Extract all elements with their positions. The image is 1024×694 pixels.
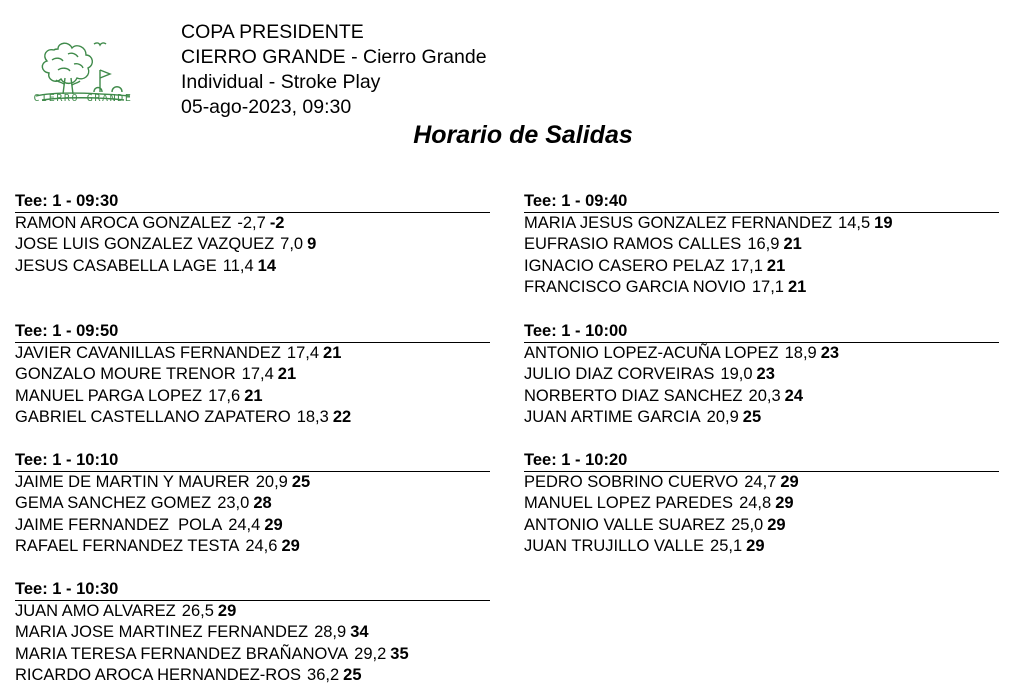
tee-group xyxy=(15,322,490,428)
player-handicap: 26,5 xyxy=(181,602,214,620)
player-name: RICARDO AROCA HERNANDEZ-ROS xyxy=(15,665,302,684)
player-handicap: 14,5 xyxy=(838,214,871,232)
player-handicap: 17,4 xyxy=(241,365,274,384)
player-strokes: 21 xyxy=(788,277,807,296)
player-name: JUAN AMO ALVAREZ xyxy=(15,602,176,620)
tee-group-header: Tee: 1 - 09:50 xyxy=(15,322,490,343)
player-name: MANUEL LOPEZ PAREDES xyxy=(524,494,734,513)
club-logo-text: CIERRO GRANDE xyxy=(33,93,133,104)
player-strokes: 29 xyxy=(281,536,300,555)
player-strokes: 9 xyxy=(307,235,317,254)
player-row xyxy=(15,343,490,364)
player-handicap: 17,1 xyxy=(730,256,763,275)
player-strokes: 25 xyxy=(343,665,362,684)
player-handicap: 18,9 xyxy=(784,344,817,362)
competition-name: COPA PRESIDENTE xyxy=(181,21,364,43)
player-strokes: 29 xyxy=(264,515,283,534)
player-handicap: 36,2 xyxy=(307,665,340,684)
player-strokes: 35 xyxy=(390,644,409,663)
player-name: FRANCISCO GARCIA NOVIO xyxy=(524,277,746,296)
player-name: IGNACIO CASERO PELAZ xyxy=(524,256,725,275)
player-strokes: 29 xyxy=(775,494,794,513)
player-name: JULIO DIAZ CORVEIRAS xyxy=(524,365,715,384)
player-strokes: 29 xyxy=(746,536,765,555)
player-row xyxy=(15,536,490,557)
player-name: NORBERTO DIAZ SANCHEZ xyxy=(524,386,743,405)
player-handicap: 28,9 xyxy=(314,623,347,642)
player-handicap: 25,0 xyxy=(731,515,764,534)
player-name: ANTONIO LOPEZ-ACUÑA LOPEZ xyxy=(524,344,779,362)
player-strokes: 24 xyxy=(784,386,803,405)
player-handicap: 17,1 xyxy=(751,277,784,296)
player-strokes: 22 xyxy=(332,407,352,426)
tee-group xyxy=(15,580,490,686)
player-row xyxy=(15,213,490,234)
player-row xyxy=(524,515,999,536)
player-strokes: 29 xyxy=(767,515,786,534)
tee-group-header: Tee: 1 - 10:00 xyxy=(524,322,999,343)
player-row xyxy=(524,364,999,385)
player-row xyxy=(524,536,999,557)
player-row xyxy=(15,601,490,622)
player-handicap: 19,0 xyxy=(720,365,753,384)
player-handicap: 24,7 xyxy=(744,473,777,491)
player-handicap: 24,4 xyxy=(228,515,261,534)
player-name: JAVIER CAVANILLAS FERNANDEZ xyxy=(15,344,281,362)
tee-group xyxy=(524,322,999,428)
player-row xyxy=(524,343,999,364)
player-handicap: -2,7 xyxy=(237,214,266,232)
player-name: EUFRASIO RAMOS CALLES xyxy=(524,235,742,254)
player-handicap: 20,9 xyxy=(255,473,288,491)
player-strokes: 21 xyxy=(323,344,342,362)
player-row xyxy=(15,622,490,643)
tee-group xyxy=(524,192,999,298)
player-strokes: 34 xyxy=(350,623,369,642)
player-handicap: 17,4 xyxy=(286,344,320,362)
tee-group-header: Tee: 1 - 10:10 xyxy=(15,451,490,472)
player-handicap: 23,0 xyxy=(217,494,250,513)
player-name: MANUEL PARGA LOPEZ xyxy=(15,386,203,405)
player-row xyxy=(15,364,490,385)
player-strokes: 14 xyxy=(257,256,277,275)
player-strokes: 23 xyxy=(756,365,775,384)
player-strokes: 28 xyxy=(253,494,272,513)
player-strokes: 21 xyxy=(277,365,297,384)
player-name: JAIME FERNANDEZ POLA xyxy=(15,515,223,534)
course-name: CIERRO GRANDE - Cierro Grande xyxy=(181,46,487,68)
player-name: GONZALO MOURE TRENOR xyxy=(15,365,236,384)
player-strokes: 21 xyxy=(783,235,802,254)
player-handicap: 24,8 xyxy=(739,494,772,513)
player-name: RAFAEL FERNANDEZ TESTA xyxy=(15,536,240,555)
player-name: JAIME DE MARTIN Y MAURER xyxy=(15,473,250,491)
tee-group-header: Tee: 1 - 10:20 xyxy=(524,451,999,472)
player-row xyxy=(15,493,490,514)
tee-group xyxy=(524,451,999,557)
player-name: JESUS CASABELLA LAGE xyxy=(15,256,217,275)
player-strokes: 29 xyxy=(780,473,799,491)
player-row xyxy=(524,386,999,407)
player-strokes: 21 xyxy=(244,386,263,405)
player-row xyxy=(15,515,490,536)
player-handicap: 16,9 xyxy=(747,235,780,254)
player-name: GABRIEL CASTELLANO ZAPATERO xyxy=(15,407,291,426)
player-handicap: 29,2 xyxy=(354,644,387,663)
player-handicap: 11,4 xyxy=(222,256,254,275)
player-row xyxy=(524,407,999,428)
player-strokes: 25 xyxy=(742,407,762,426)
player-strokes: 25 xyxy=(291,473,311,491)
player-strokes: 19 xyxy=(874,214,893,232)
player-row xyxy=(15,665,490,686)
tee-group-header: Tee: 1 - 09:30 xyxy=(15,192,490,213)
player-row xyxy=(524,234,999,255)
player-handicap: 20,9 xyxy=(706,407,739,426)
player-name: RAMON AROCA GONZALEZ xyxy=(15,214,232,232)
player-row xyxy=(524,493,999,514)
player-name: MARIA JESUS GONZALEZ FERNANDEZ xyxy=(524,214,833,232)
player-name: JUAN ARTIME GARCIA xyxy=(524,407,701,426)
tee-group-header: Tee: 1 - 09:40 xyxy=(524,192,999,213)
player-name: JOSE LUIS GONZALEZ VAZQUEZ xyxy=(15,235,275,254)
player-name: GEMA SANCHEZ GOMEZ xyxy=(15,494,212,513)
event-datetime: 05-ago-2023, 09:30 xyxy=(181,96,352,118)
page-title: Horario de Salidas xyxy=(413,121,633,149)
player-name: JUAN TRUJILLO VALLE xyxy=(524,536,705,555)
tee-group xyxy=(15,192,490,277)
player-strokes: 21 xyxy=(766,256,786,275)
player-name: ANTONIO VALLE SUAREZ xyxy=(524,515,726,534)
player-handicap: 24,6 xyxy=(245,536,278,555)
player-handicap: 20,3 xyxy=(748,386,781,405)
player-row xyxy=(524,472,999,493)
player-row xyxy=(15,407,490,428)
player-name: MARIA JOSE MARTINEZ FERNANDEZ xyxy=(15,623,309,642)
player-strokes: -2 xyxy=(269,214,285,232)
player-row xyxy=(524,277,999,298)
player-row xyxy=(524,256,999,277)
tee-group xyxy=(15,451,490,557)
tee-times-grid xyxy=(15,0,1024,694)
player-strokes: 29 xyxy=(217,602,237,620)
player-row xyxy=(15,256,490,277)
player-strokes: 23 xyxy=(820,344,840,362)
player-name: PEDRO SOBRINO CUERVO xyxy=(524,473,739,491)
player-handicap: 17,6 xyxy=(208,386,241,405)
tee-group-header: Tee: 1 - 10:30 xyxy=(15,580,490,601)
player-handicap: 25,1 xyxy=(710,536,743,555)
player-row xyxy=(15,472,490,493)
player-name: MARIA TERESA FERNANDEZ BRAÑANOVA xyxy=(15,644,349,663)
player-row xyxy=(15,644,490,665)
player-row xyxy=(15,234,490,255)
player-row xyxy=(15,386,490,407)
player-handicap: 7,0 xyxy=(280,235,304,254)
player-row xyxy=(524,213,999,234)
play-format: Individual - Stroke Play xyxy=(181,71,381,93)
player-handicap: 18,3 xyxy=(296,407,329,426)
